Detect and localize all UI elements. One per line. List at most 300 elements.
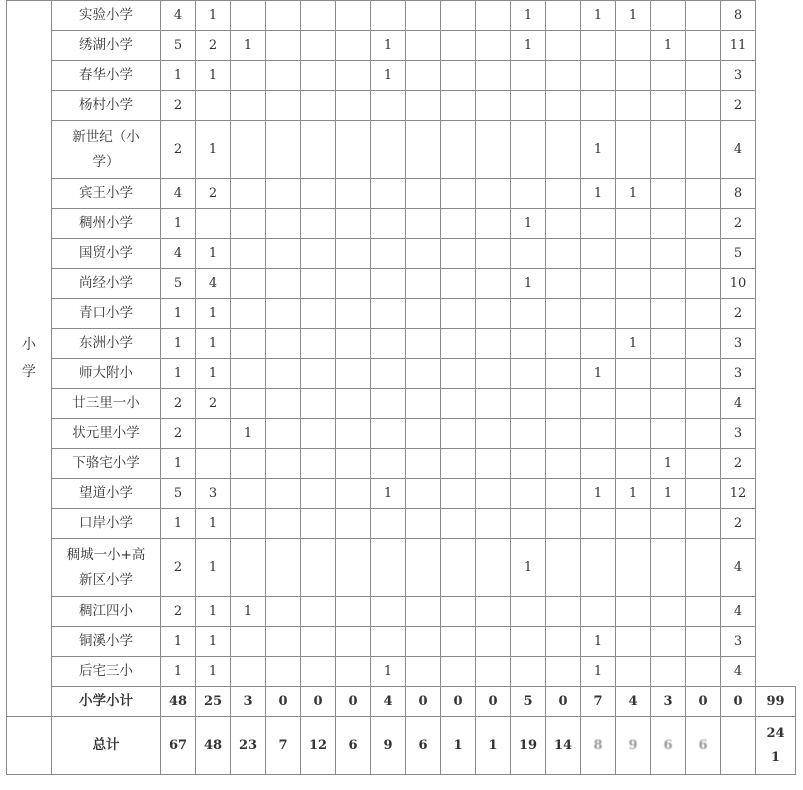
table-row	[7, 539, 796, 597]
value-cell	[476, 359, 511, 389]
value-cell	[476, 239, 511, 269]
value-cell	[406, 239, 441, 269]
value-cell	[651, 239, 686, 269]
value-cell	[581, 31, 616, 61]
value-cell	[651, 329, 686, 359]
value-cell	[511, 419, 546, 449]
value-cell	[511, 657, 546, 687]
total-value: 12	[301, 717, 336, 775]
value-cell: 1	[371, 657, 406, 687]
value-cell: 8	[721, 1, 756, 31]
value-cell	[581, 449, 616, 479]
value-cell	[336, 389, 371, 419]
value-cell	[651, 657, 686, 687]
value-cell: 1	[161, 359, 196, 389]
value-cell	[266, 179, 301, 209]
value-cell: 2	[161, 121, 196, 179]
value-cell	[616, 449, 651, 479]
table-row	[7, 209, 796, 239]
value-cell: 4	[721, 597, 756, 627]
value-cell	[231, 209, 266, 239]
value-cell	[476, 539, 511, 597]
school-name-cell: 稠州小学	[52, 209, 161, 239]
value-cell	[686, 1, 721, 31]
value-cell	[616, 509, 651, 539]
value-cell	[301, 299, 336, 329]
value-cell: 2	[721, 449, 756, 479]
table-row	[7, 179, 796, 209]
value-cell: 4	[721, 121, 756, 179]
value-cell: 1	[231, 419, 266, 449]
value-cell: 1	[231, 31, 266, 61]
value-cell	[371, 509, 406, 539]
value-cell	[616, 389, 651, 419]
value-cell	[511, 359, 546, 389]
value-cell	[441, 657, 476, 687]
school-name-cell: 稠江四小	[52, 597, 161, 627]
value-cell: 1	[196, 329, 231, 359]
value-cell	[546, 449, 581, 479]
value-cell	[616, 91, 651, 121]
value-cell	[406, 209, 441, 239]
total-value: 6	[686, 717, 721, 775]
value-cell	[581, 209, 616, 239]
value-cell	[581, 509, 616, 539]
total-value	[721, 717, 756, 775]
value-cell	[441, 209, 476, 239]
value-cell	[196, 91, 231, 121]
value-cell	[651, 359, 686, 389]
value-cell	[476, 389, 511, 419]
value-cell	[511, 179, 546, 209]
value-cell	[686, 299, 721, 329]
value-cell	[511, 627, 546, 657]
value-cell: 2	[196, 31, 231, 61]
value-cell	[441, 329, 476, 359]
value-cell	[686, 449, 721, 479]
value-cell	[301, 389, 336, 419]
subtotal-value: 0	[301, 687, 336, 717]
value-cell	[301, 419, 336, 449]
value-cell	[371, 239, 406, 269]
value-cell	[336, 239, 371, 269]
value-cell	[266, 121, 301, 179]
value-cell	[476, 179, 511, 209]
table-row	[7, 627, 796, 657]
value-cell	[476, 657, 511, 687]
value-cell	[476, 269, 511, 299]
value-cell	[406, 1, 441, 31]
value-cell	[651, 61, 686, 91]
total-value: 19	[511, 717, 546, 775]
value-cell	[371, 597, 406, 627]
value-cell	[231, 239, 266, 269]
value-cell	[616, 627, 651, 657]
value-cell: 4	[161, 179, 196, 209]
value-cell: 1	[196, 597, 231, 627]
value-cell	[441, 539, 476, 597]
value-cell: 1	[196, 1, 231, 31]
value-cell	[686, 359, 721, 389]
value-cell: 4	[161, 239, 196, 269]
value-cell	[196, 209, 231, 239]
value-cell	[686, 657, 721, 687]
value-cell	[441, 91, 476, 121]
value-cell	[686, 269, 721, 299]
value-cell: 1	[511, 1, 546, 31]
value-cell	[511, 449, 546, 479]
value-cell	[406, 479, 441, 509]
value-cell	[266, 539, 301, 597]
value-cell	[511, 299, 546, 329]
value-cell	[336, 1, 371, 31]
school-name-cell: 廿三里一小	[52, 389, 161, 419]
value-cell	[546, 179, 581, 209]
value-cell: 1	[196, 121, 231, 179]
total-value: 14	[546, 717, 581, 775]
value-cell	[336, 539, 371, 597]
value-cell	[476, 449, 511, 479]
value-cell	[231, 179, 266, 209]
value-cell	[336, 479, 371, 509]
value-cell	[546, 91, 581, 121]
value-cell	[441, 509, 476, 539]
value-cell	[546, 209, 581, 239]
value-cell	[406, 299, 441, 329]
value-cell: 1	[581, 479, 616, 509]
table-row	[7, 329, 796, 359]
value-cell	[651, 389, 686, 419]
value-cell	[441, 389, 476, 419]
total-value: 6	[406, 717, 441, 775]
value-cell	[406, 389, 441, 419]
value-cell	[371, 539, 406, 597]
total-value: 9	[371, 717, 406, 775]
value-cell: 1	[581, 627, 616, 657]
value-cell	[301, 597, 336, 627]
value-cell	[266, 269, 301, 299]
value-cell: 1	[511, 269, 546, 299]
value-cell	[581, 239, 616, 269]
value-cell	[686, 627, 721, 657]
value-cell	[371, 299, 406, 329]
value-cell	[441, 479, 476, 509]
value-cell	[581, 389, 616, 419]
value-cell	[581, 419, 616, 449]
value-cell: 4	[721, 389, 756, 419]
value-cell	[371, 269, 406, 299]
value-cell: 2	[721, 91, 756, 121]
value-cell: 10	[721, 269, 756, 299]
value-cell: 1	[161, 299, 196, 329]
value-cell	[616, 299, 651, 329]
value-cell	[406, 419, 441, 449]
value-cell: 1	[161, 61, 196, 91]
value-cell: 2	[161, 539, 196, 597]
value-cell	[301, 657, 336, 687]
subtotal-value: 0	[406, 687, 441, 717]
table-row	[7, 389, 796, 419]
value-cell	[476, 597, 511, 627]
category-cell: 小学	[7, 1, 52, 717]
value-cell	[266, 209, 301, 239]
value-cell	[686, 329, 721, 359]
value-cell	[441, 359, 476, 389]
value-cell: 3	[721, 329, 756, 359]
value-cell: 1	[581, 179, 616, 209]
value-cell	[651, 597, 686, 627]
value-cell	[546, 539, 581, 597]
value-cell	[266, 299, 301, 329]
table-row	[7, 61, 796, 91]
subtotal-value: 4	[616, 687, 651, 717]
value-cell	[371, 121, 406, 179]
value-cell	[616, 657, 651, 687]
value-cell	[686, 61, 721, 91]
school-name-cell: 青口小学	[52, 299, 161, 329]
total-label: 总计	[52, 717, 161, 775]
total-value: 1	[441, 717, 476, 775]
value-cell	[371, 179, 406, 209]
value-cell: 1	[651, 449, 686, 479]
value-cell: 1	[196, 509, 231, 539]
value-cell: 1	[161, 329, 196, 359]
value-cell: 1	[371, 61, 406, 91]
value-cell	[616, 419, 651, 449]
table-row	[7, 239, 796, 269]
value-cell: 3	[721, 419, 756, 449]
value-cell: 4	[196, 269, 231, 299]
value-cell	[231, 299, 266, 329]
value-cell	[406, 121, 441, 179]
value-cell	[336, 269, 371, 299]
value-cell	[616, 121, 651, 179]
value-cell	[511, 329, 546, 359]
value-cell	[266, 479, 301, 509]
value-cell: 1	[371, 31, 406, 61]
value-cell	[616, 239, 651, 269]
value-cell	[406, 509, 441, 539]
value-cell	[511, 91, 546, 121]
value-cell	[231, 389, 266, 419]
value-cell	[406, 539, 441, 597]
value-cell	[546, 657, 581, 687]
value-cell	[336, 61, 371, 91]
school-name-cell: 实验小学	[52, 1, 161, 31]
value-cell	[476, 419, 511, 449]
total-value: 24 1	[756, 717, 796, 775]
value-cell: 1	[196, 359, 231, 389]
value-cell	[441, 31, 476, 61]
value-cell	[231, 539, 266, 597]
total-value: 7	[266, 717, 301, 775]
value-cell	[231, 657, 266, 687]
value-cell	[336, 627, 371, 657]
value-cell: 3	[721, 359, 756, 389]
value-cell	[231, 359, 266, 389]
value-cell	[686, 509, 721, 539]
value-cell	[511, 509, 546, 539]
value-cell	[441, 419, 476, 449]
total-category-cell	[7, 717, 52, 775]
value-cell	[301, 329, 336, 359]
school-name-cell: 望道小学	[52, 479, 161, 509]
value-cell	[546, 121, 581, 179]
table-row	[7, 509, 796, 539]
value-cell	[476, 209, 511, 239]
value-cell	[441, 627, 476, 657]
subtotal-value: 4	[371, 687, 406, 717]
value-cell	[546, 359, 581, 389]
value-cell	[581, 269, 616, 299]
value-cell	[616, 539, 651, 597]
value-cell	[301, 627, 336, 657]
value-cell	[266, 627, 301, 657]
value-cell	[546, 299, 581, 329]
value-cell	[406, 31, 441, 61]
value-cell	[476, 121, 511, 179]
value-cell	[336, 419, 371, 449]
value-cell	[686, 389, 721, 419]
value-cell	[336, 509, 371, 539]
table-row	[7, 597, 796, 627]
value-cell	[581, 91, 616, 121]
value-cell: 1	[616, 329, 651, 359]
school-name-cell: 下骆宅小学	[52, 449, 161, 479]
value-cell	[511, 239, 546, 269]
value-cell	[266, 419, 301, 449]
school-name-cell: 东洲小学	[52, 329, 161, 359]
value-cell	[301, 31, 336, 61]
table-row	[7, 31, 796, 61]
value-cell: 5	[161, 479, 196, 509]
value-cell: 11	[721, 31, 756, 61]
value-cell	[476, 509, 511, 539]
value-cell	[651, 509, 686, 539]
table-row	[7, 1, 796, 31]
value-cell	[371, 329, 406, 359]
value-cell	[546, 389, 581, 419]
value-cell: 1	[196, 61, 231, 91]
value-cell	[546, 509, 581, 539]
total-value: 1	[476, 717, 511, 775]
value-cell	[231, 329, 266, 359]
value-cell	[231, 269, 266, 299]
value-cell	[686, 121, 721, 179]
value-cell	[371, 1, 406, 31]
value-cell	[546, 1, 581, 31]
value-cell: 2	[196, 389, 231, 419]
value-cell	[511, 61, 546, 91]
value-cell	[406, 179, 441, 209]
school-name-cell: 后宅三小	[52, 657, 161, 687]
value-cell	[441, 239, 476, 269]
value-cell: 1	[651, 479, 686, 509]
value-cell	[301, 91, 336, 121]
value-cell	[231, 449, 266, 479]
value-cell	[476, 627, 511, 657]
school-name-cell: 新世纪（小学）	[52, 121, 161, 179]
value-cell: 1	[511, 539, 546, 597]
value-cell: 2	[161, 597, 196, 627]
value-cell	[651, 121, 686, 179]
value-cell	[301, 1, 336, 31]
subtotal-value: 0	[266, 687, 301, 717]
value-cell: 1	[231, 597, 266, 627]
value-cell: 1	[581, 657, 616, 687]
value-cell	[511, 121, 546, 179]
value-cell	[476, 31, 511, 61]
value-cell	[651, 91, 686, 121]
value-cell: 1	[161, 657, 196, 687]
value-cell	[476, 61, 511, 91]
value-cell	[336, 299, 371, 329]
table-row	[7, 121, 796, 179]
school-name-cell: 绣湖小学	[52, 31, 161, 61]
value-cell	[231, 91, 266, 121]
subtotal-value: 99	[756, 687, 796, 717]
value-cell	[686, 419, 721, 449]
total-value: 6	[336, 717, 371, 775]
value-cell	[476, 1, 511, 31]
value-cell	[546, 239, 581, 269]
value-cell	[231, 1, 266, 31]
school-name-cell: 铜溪小学	[52, 627, 161, 657]
value-cell	[336, 359, 371, 389]
total-row	[7, 717, 796, 775]
value-cell	[581, 299, 616, 329]
value-cell	[266, 389, 301, 419]
value-cell	[441, 597, 476, 627]
value-cell: 1	[196, 627, 231, 657]
table-row	[7, 479, 796, 509]
value-cell	[231, 121, 266, 179]
subtotal-row	[7, 687, 796, 717]
value-cell	[546, 627, 581, 657]
value-cell	[301, 209, 336, 239]
subtotal-value: 7	[581, 687, 616, 717]
value-cell	[231, 627, 266, 657]
value-cell	[511, 597, 546, 627]
value-cell	[686, 479, 721, 509]
value-cell	[371, 91, 406, 121]
table-row	[7, 91, 796, 121]
subtotal-value: 25	[196, 687, 231, 717]
value-cell: 1	[161, 209, 196, 239]
value-cell	[371, 209, 406, 239]
value-cell	[336, 329, 371, 359]
value-cell	[686, 239, 721, 269]
value-cell: 1	[161, 627, 196, 657]
value-cell	[371, 419, 406, 449]
value-cell	[406, 91, 441, 121]
school-name-cell: 尚经小学	[52, 269, 161, 299]
value-cell	[301, 449, 336, 479]
value-cell	[336, 91, 371, 121]
value-cell: 1	[196, 299, 231, 329]
value-cell	[616, 597, 651, 627]
value-cell	[266, 597, 301, 627]
value-cell	[406, 61, 441, 91]
value-cell: 2	[161, 419, 196, 449]
value-cell	[441, 179, 476, 209]
value-cell	[301, 239, 336, 269]
value-cell	[301, 479, 336, 509]
total-value: 48	[196, 717, 231, 775]
value-cell	[686, 209, 721, 239]
value-cell	[651, 209, 686, 239]
value-cell	[266, 61, 301, 91]
